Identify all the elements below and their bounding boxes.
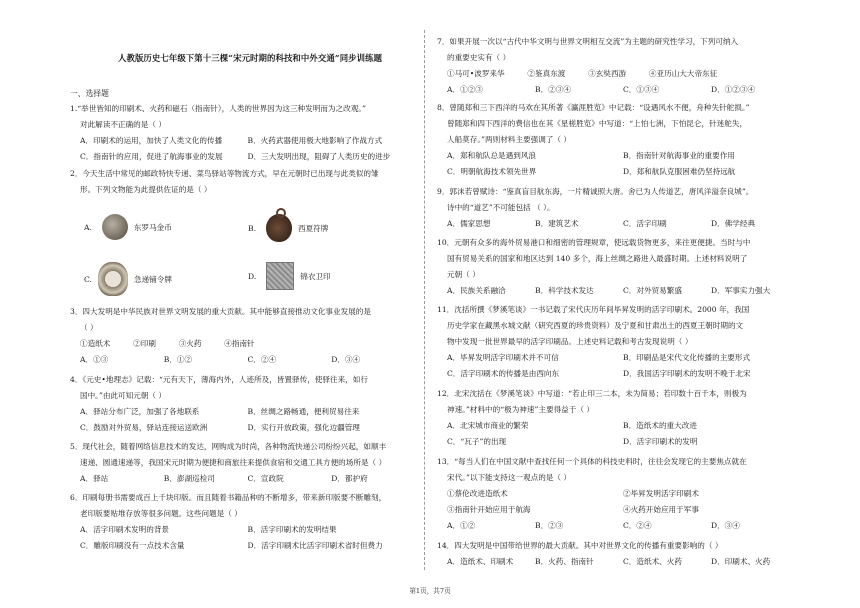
q1-option-a[interactable]: A．印刷术的运用，加快了人类文化的传播: [80, 136, 223, 145]
q1-option-b[interactable]: B．火药武器使用极大地影响了作战方式: [247, 136, 383, 145]
q2-option-c-label: 急递铺令牌: [133, 274, 172, 284]
question-3: [70, 304, 415, 368]
q3-option-d[interactable]: D．③④: [331, 355, 361, 364]
courier-token-image: [98, 262, 128, 296]
q5-option-b[interactable]: B．澎湖巡检司: [163, 474, 215, 483]
q6-stem: 6．印刷每册书需要成百上千块印版。而且随着书籍品种的不断增多，带来新印版要不断雕刻，: [70, 493, 387, 502]
q1-option-c[interactable]: C．指南针的应用，促进了航海事业的发展: [80, 152, 223, 161]
q1-stem: 1.“举世皆知的印刷术、火药和磁石（指南针），人类的世界因为这三种发明而为之改观。”: [70, 104, 366, 113]
question-4: [70, 372, 415, 436]
q6-stem-2: 老印版要贴堆存放等很多问题。这些问题是（ ）: [80, 509, 242, 518]
tally-plate-image: [266, 214, 292, 242]
q14-stem: 14．四大发明是中国带给世界的最大贡献。其中对世界文化的传播有重要影响的（ ）: [437, 541, 723, 550]
q10-option-d[interactable]: D．军事实力强大: [711, 286, 771, 295]
q12-option-d[interactable]: D．活字印刷术的发明: [623, 437, 698, 446]
q3-option-a[interactable]: A．①③: [80, 355, 109, 364]
q10-option-c[interactable]: C．对外贸易繁盛: [623, 286, 682, 295]
q2-option-c-letter: C.: [84, 274, 92, 284]
q2-option-c[interactable]: [84, 262, 172, 296]
q9-option-a[interactable]: A．儒家思想: [447, 219, 491, 228]
q12-stem-2: 神速。”材料中的“极为神速”主要得益于（ ）: [447, 405, 594, 414]
question-10: [437, 235, 799, 299]
q7-stem: 7．如果开展一次以“古代中华文明与世界文明相互交流”为主题的研究性学习，下列可纳入: [437, 37, 739, 46]
q13-option-b[interactable]: B．②③: [535, 521, 564, 530]
seal-image: [266, 262, 294, 290]
q9-option-b[interactable]: B．建筑艺术: [535, 219, 579, 228]
q8-option-d[interactable]: D．郑和航队克服困难仍坚持远航: [623, 167, 736, 176]
q14-option-d[interactable]: D．印刷术、火药: [711, 557, 771, 566]
q3-option-c[interactable]: C．②④: [247, 355, 277, 364]
question-7: [437, 34, 799, 98]
question-8: [437, 100, 799, 180]
q4-stem: 4．《元史•地理志》记载：“元有天下，薄海内外，人迹所及，皆置驿传，使驿往来，如行: [70, 375, 368, 384]
q8-option-a[interactable]: A．郑和航队总是遇到风浪: [447, 151, 537, 160]
q8-stem-3: 人船莫存。”两则材料主要强调了（ ）: [447, 135, 571, 144]
question-13: [437, 454, 799, 534]
q7-option-b[interactable]: B．②③④: [535, 85, 571, 94]
question-1: [70, 101, 415, 165]
question-6: [70, 490, 415, 554]
section-heading: 一、选择题: [70, 89, 109, 98]
q6-option-b[interactable]: B．活字印刷术的发明结果: [247, 525, 337, 534]
question-5: [70, 439, 415, 487]
q2-option-b[interactable]: [248, 214, 328, 242]
question-11: [437, 302, 799, 382]
q10-stem-2: 国有贸易关系的国家和地区达到 140 多个，海上丝绸之路进入最盛时期。上述材料说明了: [447, 254, 748, 263]
q1-stem-2: 对此解读不正确的是（ ）: [80, 120, 166, 129]
question-14: [437, 538, 799, 570]
q13-option-c[interactable]: C．②④: [623, 521, 652, 530]
q12-option-b[interactable]: B．造纸术的重大改进: [623, 421, 697, 430]
q1-option-d[interactable]: D．三大发明出现，阻碍了人类历史的进步: [247, 152, 391, 161]
q13-item-4: ④火药开始应用于军事: [623, 505, 699, 514]
q7-option-a[interactable]: A．①②③: [447, 85, 483, 94]
q13-option-a[interactable]: A．①②: [447, 521, 476, 530]
q13-stem-2: 宋代。”以下能支持这一观点的是（ ）: [447, 473, 571, 482]
q7-items: ①马可•波罗来华 ②鉴真东渡 ③玄奘西游 ④亚历山大大帝东征: [447, 69, 718, 78]
q3-stem-2: （ ）: [80, 323, 98, 332]
q9-option-c[interactable]: C．活字印刷: [623, 219, 667, 228]
q5-stem: 5．现代社会，随着网络信息技术的发达，网购成为时尚，各种物流快递公司纷纷兴起，如顺丰: [70, 442, 387, 451]
q7-option-d[interactable]: D．①②③④: [711, 85, 756, 94]
q10-stem: 10．元朝有众多的海外贸易港口和细密的管理规章，使远载货物更多，来往更便捷。当时与中: [437, 238, 751, 247]
q9-option-d[interactable]: D．佛学经典: [711, 219, 756, 228]
q2-option-a-label: 东罗马金币: [133, 222, 172, 232]
q5-option-d[interactable]: D．都护府: [331, 474, 368, 483]
q8-option-b[interactable]: B．指南针对航海事业的重要作用: [623, 151, 735, 160]
q12-option-a[interactable]: A．北宋城市商业的繁荣: [447, 421, 529, 430]
q13-stem: 13．“每当人们在中国文献中查找任何一个具体的科技史料时，往往会发现它的主要焦点就在: [437, 457, 747, 466]
q2-stem: 2．今天生活中常见的邮政特快专递、菜鸟驿站等物流方式，早在元朝时已出现与此类似的雏: [70, 169, 379, 178]
q5-option-a[interactable]: A．驿站: [80, 474, 109, 483]
q2-stem-2: 形。下列文物能为此提供佐证的是（ ）: [80, 185, 212, 194]
question-9: [437, 184, 799, 232]
q2-option-d[interactable]: [248, 262, 331, 290]
q4-option-c[interactable]: C．鼓励对外贸易，驿站连接运送欧洲: [80, 423, 208, 432]
q12-option-c[interactable]: C．“瓦子”的出现: [447, 437, 507, 446]
q6-option-a[interactable]: A．活字印刷术发明的背景: [80, 525, 170, 534]
question-12: [437, 386, 799, 450]
q8-stem: 8．曾随郑和三下西洋的马欢在其所著《瀛涯胜览》中记载：“设遇风水不便，舟种失针舵损。”: [437, 103, 750, 112]
q12-stem: 12．北宋沈括在《梦溪笔谈》中写道：“若止印三二本，未为简易；若印数十百千本，则极为: [437, 389, 747, 398]
q2-option-b-letter: B.: [248, 223, 256, 233]
q11-option-d[interactable]: D．我国活字印刷术的发明不晚于北宋: [623, 369, 751, 378]
q11-stem: 11．沈括所撰《梦溪笔谈》一书记载了宋代庆历年间毕昇发明的活字印刷术。2000 年，我国: [437, 305, 750, 314]
q6-option-c[interactable]: C．雕版印刷没有一点技术含量: [80, 541, 185, 550]
q14-option-a[interactable]: A．造纸术、印刷术: [447, 557, 514, 566]
q9-stem-2: 诗中的“道艺”不可能包括 （ ）。: [447, 203, 555, 212]
q2-option-a[interactable]: [84, 214, 172, 240]
q13-item-3: ③指南针开始应用于航海: [447, 505, 531, 514]
q14-option-b[interactable]: B．火药、指南针: [535, 557, 594, 566]
q11-option-c[interactable]: C．活字印刷术的传播是由西向东: [447, 369, 560, 378]
q5-stem-2: 速递、圆通速递等，我国宋元时期为便捷和商旅往来提供食宿和交通工具方便的场所是（ ）: [80, 458, 387, 467]
q4-option-a[interactable]: A．驿站分布广泛，加强了各地联系: [80, 407, 200, 416]
question-2: [70, 166, 415, 198]
q13-option-d[interactable]: D．③④: [711, 521, 740, 530]
q2-option-b-label: 西夏符牌: [298, 223, 329, 233]
q7-stem-2: 的重要史实有（ ）: [447, 53, 511, 62]
q11-option-a[interactable]: A．毕昇发明活字印刷术并不可信: [447, 353, 559, 362]
page-footer: 第1页，共7页: [409, 587, 451, 595]
q7-option-c[interactable]: C．①③④: [623, 85, 660, 94]
page-title: 人教版历史七年级下第十三棵“宋元时期的科技和中外交通”同步训练题: [118, 53, 383, 63]
q13-item-2: ②毕昇发明活字印刷术: [623, 489, 699, 498]
q2-option-d-letter: D.: [248, 271, 257, 281]
q11-option-b[interactable]: B．印刷品是宋代文化传播的主要形式: [623, 353, 751, 362]
q13-item-1: ①蔡伦改进造纸术: [447, 489, 508, 498]
q11-stem-2: 历史学家在藏黑水城文献（研究西夏的珍贵资料）及宁夏和甘肃出土的西夏王朝时期的文: [447, 321, 744, 330]
q8-option-c[interactable]: C．明朝航海技术领先世界: [447, 167, 537, 176]
q3-option-b[interactable]: B．①②: [163, 355, 193, 364]
q11-stem-3: 物中发现一批世界最早的活字印刷品。上述史料记载和考古发现说明（ ）: [447, 337, 693, 346]
gold-coin-image: [102, 214, 128, 240]
q2-option-d-label: 锦衣卫印: [300, 271, 331, 281]
q4-stem-2: 国中。”由此可知元朝（ ）: [80, 391, 167, 400]
q9-stem: 9．郭沫若曾赋诗：“鉴真盲目航东海，一片精诚照大唐。舍已为人传道艺，唐风洋溢奈良城”。: [437, 187, 754, 196]
column-separator: [424, 30, 425, 570]
q14-option-c[interactable]: C．造纸术、火药: [623, 557, 682, 566]
q3-items: ①造纸术 ②印刷 ③火药 ④指南针: [80, 339, 255, 348]
q10-option-a[interactable]: A．民族关系融洽: [447, 286, 506, 295]
q6-option-d[interactable]: D．活字印刷术比活字印刷术省时但费力: [247, 541, 383, 550]
q10-stem-3: 元朝（ ）: [447, 270, 480, 279]
q8-stem-2: 曾随郑和四下西洋的费信也在其《星槎胜览》中写道：“上怕七洲，下怕昆仑，针迷舵失，: [447, 119, 748, 128]
q4-option-b[interactable]: B．丝绸之路畅通，便利贸易往来: [247, 407, 360, 416]
q4-option-d[interactable]: D．实行开放政策，强化边疆管理: [247, 423, 360, 432]
q3-stem: 3．四大发明是中华民族对世界文明发展的重大贡献。其中能够直接推动文化事业发展的是: [70, 307, 371, 316]
q10-option-b[interactable]: B．科学技术发达: [535, 286, 594, 295]
q2-option-a-letter: A.: [84, 222, 92, 232]
q5-option-c[interactable]: C．宣政院: [247, 474, 284, 483]
